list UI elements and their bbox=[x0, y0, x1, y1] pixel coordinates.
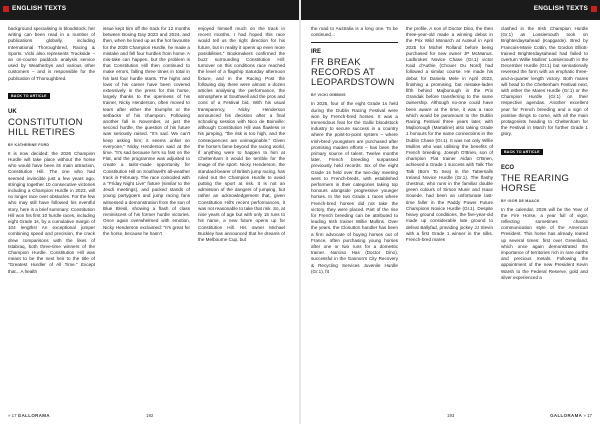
left-page bbox=[0, 0, 299, 424]
header-label: ENGLISH TEXTS bbox=[533, 5, 588, 12]
section-label: IRE bbox=[311, 49, 322, 56]
column-2 bbox=[406, 26, 493, 406]
paragraph: It is now decided: the 2026 Champion Hurdle will take place without the horse who would have been its main attraction, Constitution Hill. The one who had seemed invincible just a few years ago, stringing together 10 consecutive victories including a Champion Hurdle in 2023, will no longer race over obstacles. For the few who may still have followed his eventful story, here is a brief summary: Constitution Hill won his first 10 hurdle races, including eight Grade 1s, by a cumulative margin of 104 lengths! An exceptional jumper combining speed and precision, the crack drew comparisons with the likes of Istabraq, both three-time winners of the Champion Hurdle. Constitution Hill was meant to be the next heir to the title of "Greatest Hurdler of All Time." Except that... A health bbox=[8, 150, 95, 274]
right-page bbox=[301, 0, 600, 424]
page-marker: » 17 bbox=[583, 413, 592, 418]
column-1 bbox=[311, 26, 398, 406]
column-2 bbox=[103, 26, 190, 406]
column-3 bbox=[198, 26, 285, 406]
byline: BY KATHERINE FORD bbox=[8, 142, 50, 147]
paragraph: the profile. A son of Doctor Dino, the then three-year-old made a winning debut in the Prix Wild Monarch at Auteuil in April 2025 for Michel Rolland before being purchased for new owner JP McManus. Ladbrokes Novice Chase (Gr.1) victor Kaid d'Authie (Chouer Du Nord) had followed a similar course. He made his debut for Daniela Mele in April 2023, finishing a promising, but mistake-laden fifth behind Majborough in the Prix Grandak before transferring to the same ownership. Although no-one could have been aware at the time, it was a race which would be paramount to the Dublin Racing Festival three years later, with Majborough (Martaline) also taking Grade 1 honours for the same connections in the Dublin Chase (Gr.1). It was not only Willie Mullins who was utilising the benefits of French breeding. Joseph O'Brien, son of champion Flat trainer Aidan O'Brien, achieved a Grade 1 success with Talk The Talk (Born To Sea) in the Tattersalls Ireland Novice Hurdle (Gr.1). The flashy chestnut, who runs in the familiar double green colours of Simon Munir and Isaac Souede, had been an unfortunate last-time faller in the Paddy Power Future Champions Novice Hurdle (Gr.1). Despite heavy ground conditions, the five-year-old made up considerable late ground to defeat Ballyfad, providing jockey JJ Slevin with a first Grade 1 winner in the silks. French-bred mares bbox=[406, 26, 493, 242]
section-square-icon bbox=[591, 6, 597, 12]
magazine-logo: GALLORAMA bbox=[550, 413, 583, 418]
folio-number: 192 bbox=[146, 413, 154, 418]
paragraph: background specialising in bloodstock, her writing can been read in a number of publications globally, including International Thoroughbred, Racing & Sports. Vicki also represents Trackside – an on-course paddock analysis service used by Weatherbys and various other customers – and is responsible for the publication of Thoroughbred. bbox=[8, 26, 95, 81]
divider bbox=[311, 42, 398, 43]
paragraph: clashed in the Irish Champion Hurdle (Gr.1) as Lossiemouth took on Brighterdaysahead (Kapgarde). Bred by Francois-Marie Cottin, the Gordon Elliott-trained Brighterdaysahead had failed to overturn Willie Mullins' Lossiemouth in the December Hurdle (Gr.1) but sensationally reversed the form with an emphatic three-and-a-quarter length victory. Both mares will head to the Cheltenham Festival next, with either the Mares Hurdle (Gr.1) or the Champion Hurdle (Gr.1) on their respective agendas. Another excellent year for French breeding and a sign of positive things to come, with all the main protagonists heading to Cheltenham for the Festival in March for further Grade 1 glory. bbox=[501, 26, 588, 137]
article-headline: CONSTITUTION HILL RETIRES bbox=[8, 116, 83, 138]
page-marker: » 17 bbox=[8, 413, 17, 418]
page-footer bbox=[550, 413, 592, 418]
section-label: UK bbox=[8, 108, 17, 115]
section-label: ECO bbox=[501, 164, 515, 171]
paragraph: issue kept him off the track for 12 months between Boxing Day 2023 and 2024, and then, when he lined up as the hot favourite for the 2025 Champion Hurdle, he made a mistake and fell four hurdles from home. A mis-take can happen, but the problem is that Constitution Hill then continued to make errors, falling three times in total in his last four hurdle starts. The highs and lows of his career have been covered extensively in the press for this horse, largely thanks to the openness of his trainer, Nicky Henderson, often moved to tears after either the triumphs or the setbacks of his champion. Following another fall in November, at just the second hurdle, the question of his future was seriously raised. "It's sad. We can't keep asking him; it seems unfair on everyone," Nicky Henderson said at the time. "It's sad because he's so fast on the Flat, and the programme was adjusted to create a tailor-made opportunity for Constitution Hill on Southwell's all-weather track in February. The race coincided with a "Friday Night Live" fixture (similar to the Jeudi meetings), and packed stands of young partygoers and jump racing fans witnessed a demonstration from the son of Blue Bresil, showing a flash of class reminiscent of his former hurdle victories. Once again overwhelmed with emotion, Nicky Henderson exclaimed: "It's great for the horse, because he hasn't bbox=[103, 26, 190, 236]
paragraph: the road to Australia is a long one. To be continued... bbox=[311, 26, 398, 38]
column-3 bbox=[501, 26, 588, 406]
page-header bbox=[0, 0, 299, 20]
back-to-article-link[interactable]: BACK TO ARTICLE bbox=[501, 149, 543, 155]
section-square-icon bbox=[3, 6, 9, 12]
paragraph: enjoyed himself much on the track in recent months. I had hoped this race would tell us the right direction for his future, but in reality it opens up even more possibilities." Bookmakers confirmed the buzz surrounding Constitution Hill: turnover on this conditions race reached the level of a flagship Saturday afternoon fixture, and in the Racing Post the following day there were almost a dozen articles analysing the performance, the atmosphere at Southwell and the pros and cons of a Festival bid. With his usual transparency, Nicky Henderson announced his decision after a final schooling session with Nico de Boinville: although Constitution Hill was flawless in his jumping, "the risk is too high, and the consequences are unimaginable." Given the horse's fame beyond the racing world, if anything were to happen to him at Cheltenham it would be terrible for the image of the sport. Nicky Henderson, the standard-bearer of British jump racing, has ruled out the Champion Hurdle to avoid putting the sport at risk. It is not an admission of the dangers of jumping, but rather an acknowledgement that, given Constitution Hill's recent performances, it was not reasonable to take that risk. So, at nine years of age but with only 15 runs to his name, a new future opens up for Constitution Hill. His owner Michael Buckley has announced that he dreams of the Melbourne Cup, but bbox=[198, 26, 285, 242]
paragraph: In 2025, four of the eight Grade 1s held during the Dublin Racing Festival were won by French-bred horses. It was a tremendous feat for the Gallic bloodstock industry to secure success in a country where the point-to-point system – where Irish-bred youngsters are purchased after promising maiden efforts – has been the primary source of talent. Twelve months later, French breeding surpassed previously held records. Six of the eight Grade 1s held over the two-day meeting went to French-breds, with established performers in their categories taking top honours alongside progressive younger horses. In the two Grade 1 races where French-bred horses did not take the victory, they were placed. Part of the rise for French breeding can be attributed to leading Irish trainer Willie Mullins. Over the years, the Closutton handler has been a firm advocate of buying horses out of France, often purchasing young horses after one or two runs for a domestic trainer. Narciso Has (Doctor Dino), successful in the Gannon's City Recovery & Recycling Services Juvenile Hurdle (Gr.1), fit bbox=[311, 101, 398, 274]
magazine-logo: GALLORAMA bbox=[17, 413, 50, 418]
byline: BY IGOR DE MAACK bbox=[501, 198, 540, 203]
article-headline: THE REARING HORSE bbox=[501, 172, 570, 194]
folio-number: 193 bbox=[447, 413, 455, 418]
header-label: ENGLISH TEXTS bbox=[12, 5, 67, 12]
byline: BY VICKI GIBBINS bbox=[311, 93, 346, 98]
paragraph: In the calendar, 2026 will be the Year of the Fire Horse, a year full of vigor, reflecting sometimes chaotic communication style of the American President. This horse has already reared up several times: first over Greenland, which once again demonstrated the importance of territories rich in rare earths and precious metals. Following the appointment of the new President Kevin Warsh to the Federal Reserve, gold and silver experienced a bbox=[501, 206, 588, 280]
back-to-article-link[interactable]: BACK TO ARTICLE bbox=[8, 93, 50, 99]
page-footer bbox=[8, 413, 50, 418]
page-header bbox=[301, 0, 600, 20]
column-1 bbox=[8, 26, 95, 406]
article-headline: FR BREAK RECORDS AT LEOPARDSTOWN bbox=[311, 57, 395, 89]
